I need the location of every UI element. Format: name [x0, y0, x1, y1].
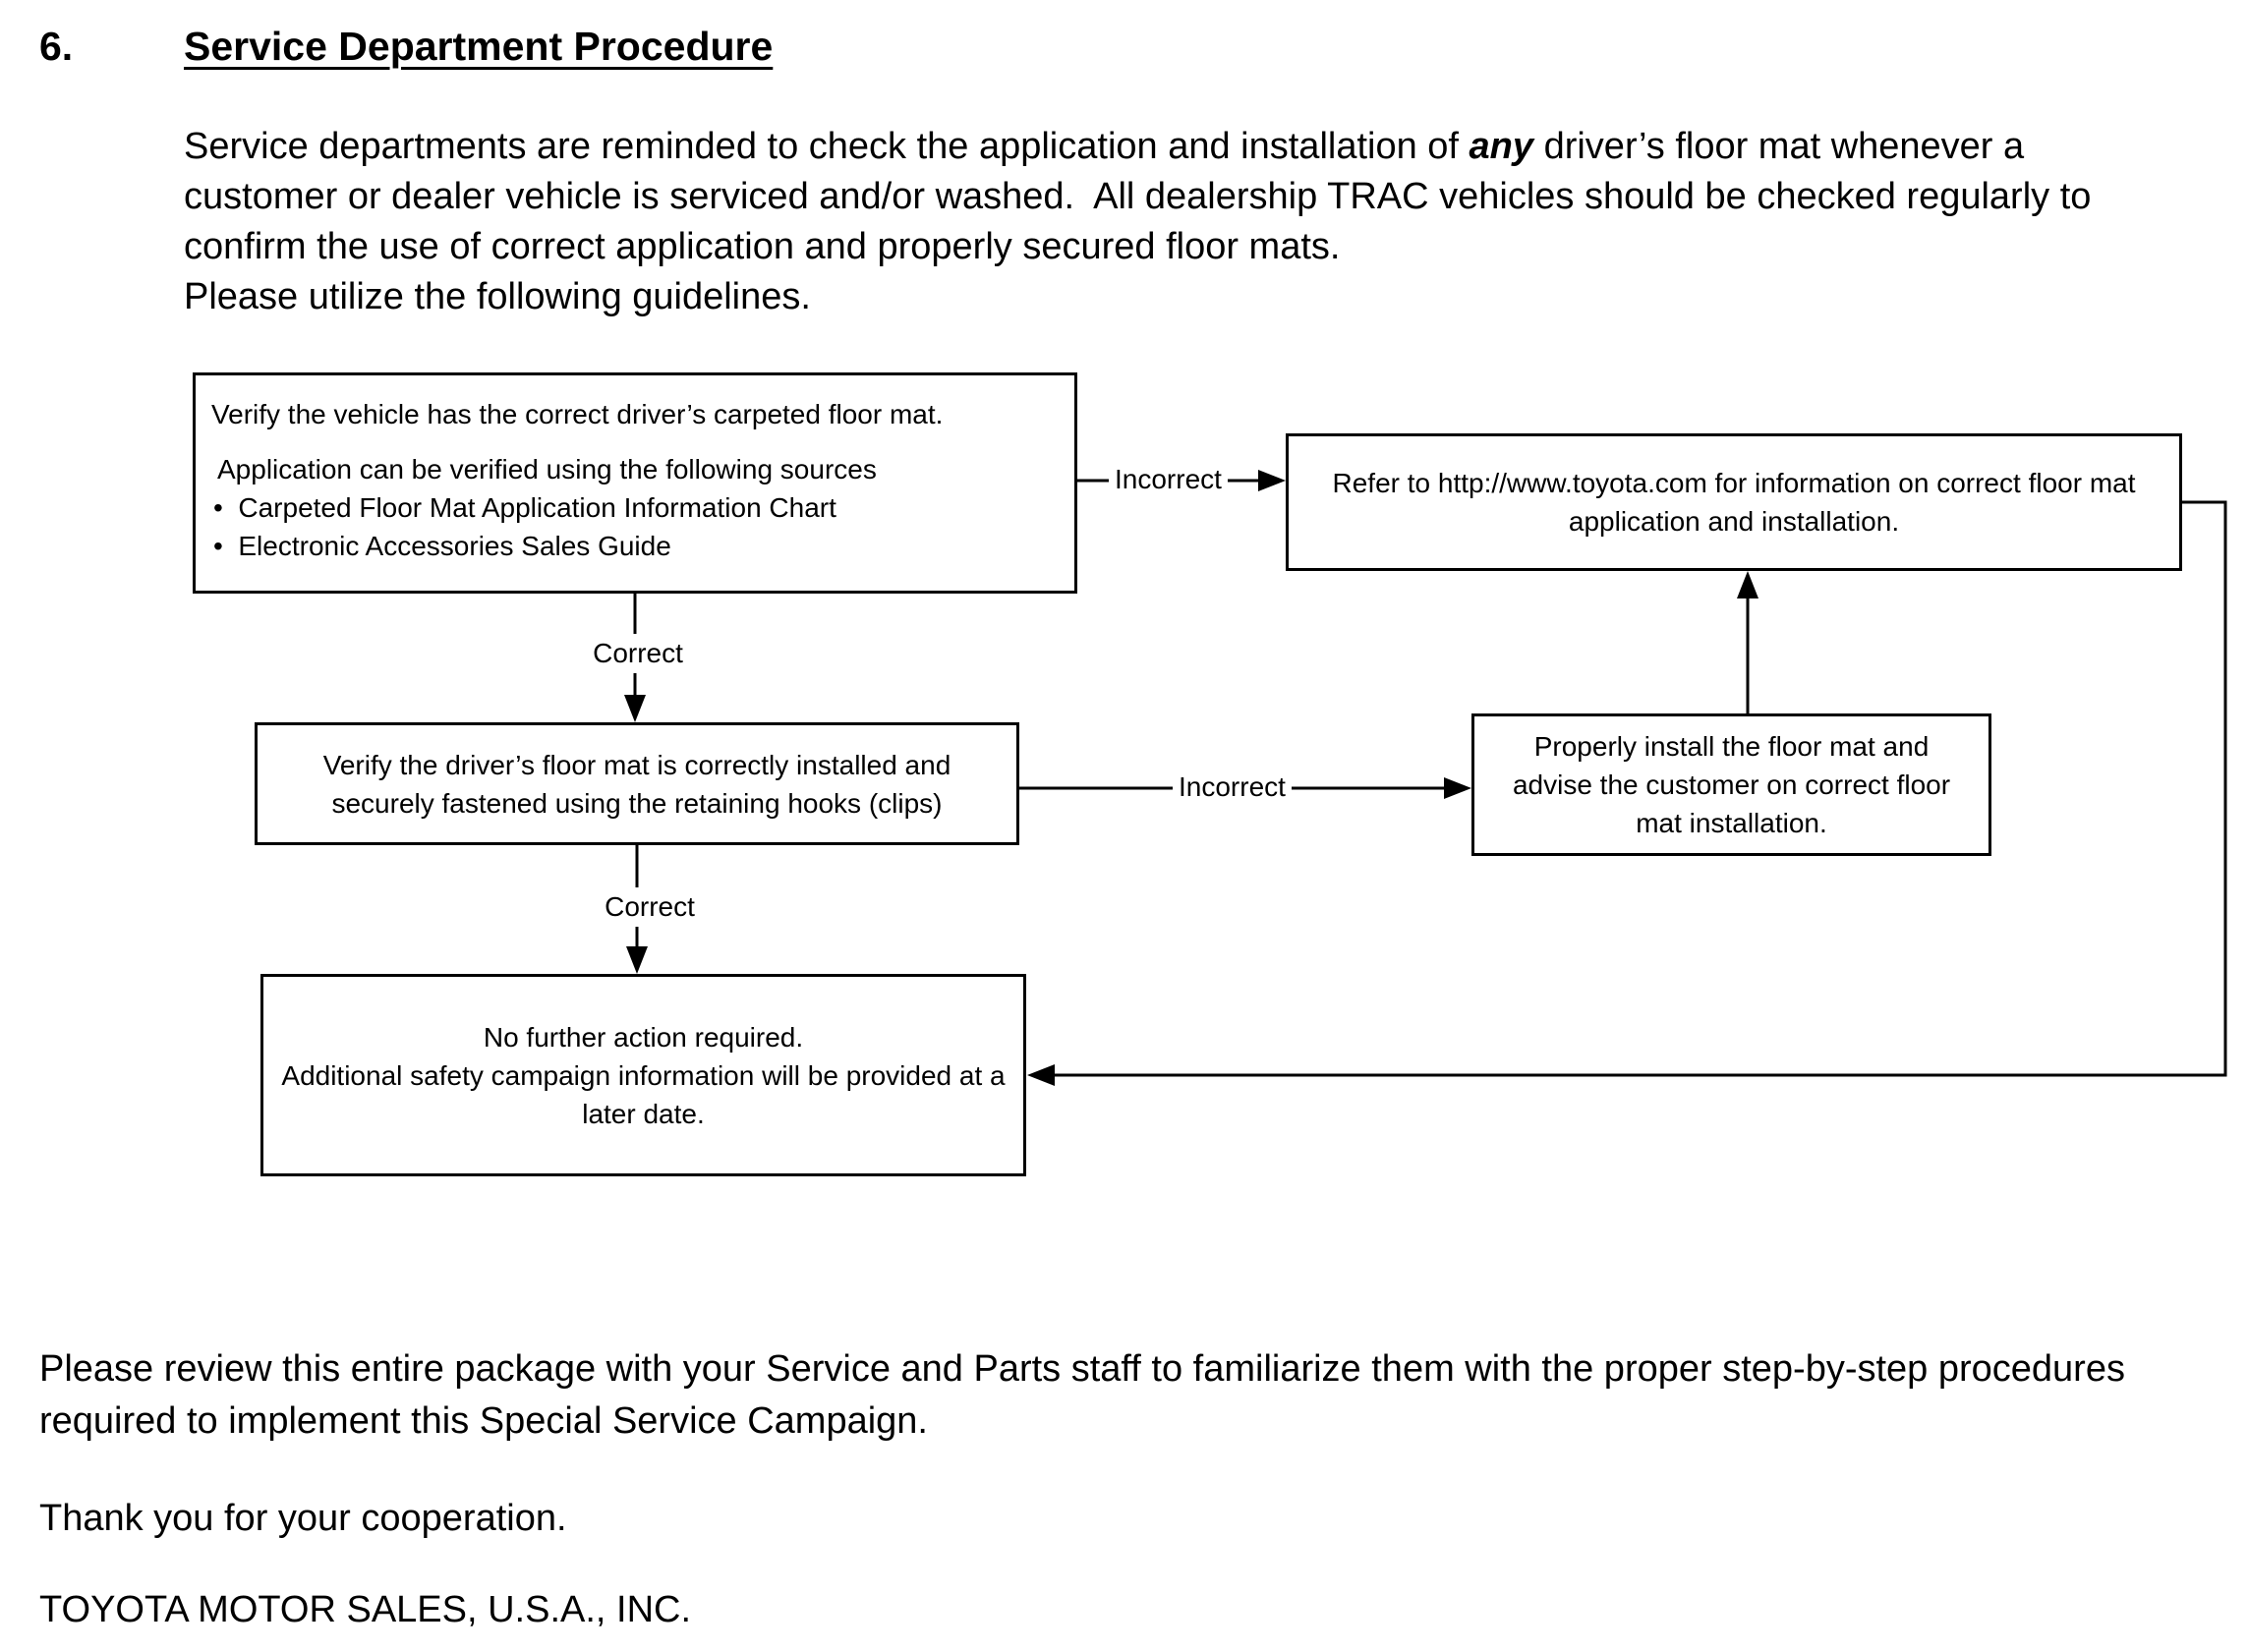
edge-label-correct-1: Correct [558, 634, 718, 673]
flowchart-box-verify-application [193, 372, 1077, 594]
arrowhead-right-2 [1444, 777, 1471, 799]
page-title: Service Department Procedure [184, 24, 774, 69]
edge-label-correct-2: Correct [570, 887, 729, 927]
arrowhead-right-1 [1258, 470, 1286, 491]
no-action-text [281, 1018, 1006, 1133]
edge-label-incorrect-1: Incorrect [1109, 460, 1228, 499]
edge-label-incorrect-2: Incorrect [1173, 768, 1292, 807]
arrowhead-down-1 [624, 695, 646, 722]
arrowhead-down-2 [626, 946, 648, 974]
intro-text-3: Please utilize the following guidelines. [184, 276, 811, 317]
arrowhead-left-1 [1027, 1064, 1055, 1086]
intro-text-2: driver’s floor mat whenever a customer or dealer vehicle is serviced and/or washed. All dealership TRAC vehicles should be checked regularly to confirm the use of correct application and properly secured floor mats. [184, 126, 2102, 267]
refer-website-text: Refer to http://www.toyota.com for information on correct floor mat application and installation. [1332, 468, 2136, 537]
closing-review-paragraph: Please review this entire package with your Service and Parts staff to familiarize them with the proper step-by-step procedures required to implement this Special Service Campaign. [39, 1348, 2136, 1442]
no-action-line2: Additional safety campaign information will be provided at a later date. [281, 1059, 1006, 1129]
closing-company-name: TOYOTA MOTOR SALES, U.S.A., INC. [39, 1589, 692, 1630]
verify-installed-text: Verify the driver’s floor mat is correctly installed and securely fastened using the retaining hooks (clips) [322, 749, 951, 819]
arrowhead-up-1 [1737, 571, 1758, 598]
no-action-line1: No further action required. [483, 1021, 804, 1053]
intro-emphasis: any [1469, 126, 1534, 167]
flowchart-box-properly-install [1471, 713, 1991, 856]
verify-application-bullet-1: • Carpeted Floor Mat Application Information Chart [213, 488, 1059, 527]
verify-application-line2: Application can be verified using the following sources [217, 454, 877, 484]
properly-install-text: Properly install the floor mat and advise the customer on correct floor mat installation. [1512, 731, 1951, 838]
flowchart-box-refer-website [1286, 433, 2182, 571]
flowchart-box-verify-installed [255, 722, 1019, 845]
intro-text-1: Service departments are reminded to check the application and installation of [184, 126, 1470, 167]
closing-thanks: Thank you for your cooperation. [39, 1498, 567, 1539]
flowchart-box-no-action [260, 974, 1026, 1176]
intro-paragraph [184, 122, 2179, 322]
verify-application-bullet-2: • Electronic Accessories Sales Guide [213, 527, 1059, 565]
section-number: 6. [39, 24, 74, 69]
verify-application-line1: Verify the vehicle has the correct driver’s carpeted floor mat. [211, 399, 944, 429]
